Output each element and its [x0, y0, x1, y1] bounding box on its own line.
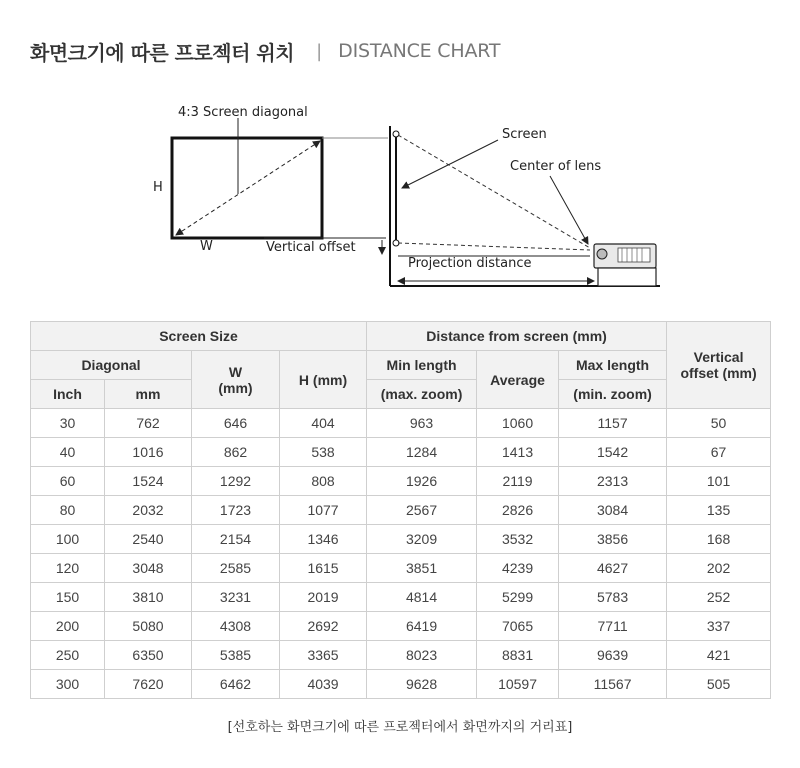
screen-label-pointer	[402, 140, 498, 188]
table-cell: 30	[31, 409, 105, 438]
header-vertical-offset: Vertical offset (mm)	[667, 322, 771, 409]
table-cell: 1926	[367, 467, 477, 496]
table-cell: 337	[667, 612, 771, 641]
table-cell: 1077	[280, 496, 367, 525]
table-row	[31, 525, 771, 554]
table-cell: 1060	[477, 409, 559, 438]
page-title-korean: 화면크기에 따른 프로젝터 위치	[30, 40, 295, 65]
table-cell: 252	[667, 583, 771, 612]
table-row	[31, 670, 771, 699]
table-cell: 3209	[367, 525, 477, 554]
table-cell: 4814	[367, 583, 477, 612]
lens-label: Center of lens	[510, 159, 602, 174]
table-caption: [선호하는 화면크기에 따른 프로젝터에서 화면까지의 거리표]	[227, 720, 573, 735]
table-cell: 1016	[105, 438, 192, 467]
table-row	[31, 641, 771, 670]
table-cell: 1723	[192, 496, 280, 525]
header-max-length-sub: (min. zoom)	[559, 380, 667, 409]
screen-label: Screen	[502, 127, 547, 142]
table-cell: 7711	[559, 612, 667, 641]
screen-top-point	[393, 131, 399, 137]
table-cell: 8023	[367, 641, 477, 670]
width-label: W	[200, 239, 213, 254]
table-cell: 10597	[477, 670, 559, 699]
table-cell: 5080	[105, 612, 192, 641]
table-cell: 300	[31, 670, 105, 699]
table-cell: 1284	[367, 438, 477, 467]
lens-label-pointer	[550, 176, 588, 244]
table-cell: 9639	[559, 641, 667, 670]
table-cell: 762	[105, 409, 192, 438]
table-cell: 4039	[280, 670, 367, 699]
table-cell: 2567	[367, 496, 477, 525]
table-cell: 3084	[559, 496, 667, 525]
table-cell: 50	[667, 409, 771, 438]
table-cell: 421	[667, 641, 771, 670]
table-cell: 2826	[477, 496, 559, 525]
header-diagonal: Diagonal	[31, 351, 192, 380]
table-cell: 2585	[192, 554, 280, 583]
table-cell: 3851	[367, 554, 477, 583]
table-cell: 4627	[559, 554, 667, 583]
table-cell: 963	[367, 409, 477, 438]
header-w: W (mm)	[192, 351, 280, 409]
table-cell: 5385	[192, 641, 280, 670]
table-cell: 3856	[559, 525, 667, 554]
diagonal-arrow	[176, 141, 320, 235]
table-cell: 1615	[280, 554, 367, 583]
table-cell: 202	[667, 554, 771, 583]
header-min-length: Min length	[367, 351, 477, 380]
table-cell: 3810	[105, 583, 192, 612]
table-cell: 2540	[105, 525, 192, 554]
table-cell: 1542	[559, 438, 667, 467]
title-separator: |	[316, 40, 323, 62]
distance-chart-table	[30, 321, 771, 699]
table-cell: 862	[192, 438, 280, 467]
table-cell: 3532	[477, 525, 559, 554]
projection-diagram	[150, 98, 670, 298]
table-cell: 1346	[280, 525, 367, 554]
table-cell: 808	[280, 467, 367, 496]
table-cell: 646	[192, 409, 280, 438]
distance-label: Projection distance	[408, 256, 532, 271]
table-cell: 2692	[280, 612, 367, 641]
table-cell: 3365	[280, 641, 367, 670]
projector-icon	[594, 244, 656, 286]
table-row	[31, 612, 771, 641]
table-cell: 1413	[477, 438, 559, 467]
table-cell: 6350	[105, 641, 192, 670]
table-row	[31, 583, 771, 612]
header-mm: mm	[105, 380, 192, 409]
table-cell: 40	[31, 438, 105, 467]
diagonal-label: 4:3 Screen diagonal	[178, 105, 308, 120]
table-cell: 5299	[477, 583, 559, 612]
table-cell: 8831	[477, 641, 559, 670]
table-row	[31, 438, 771, 467]
table-cell: 168	[667, 525, 771, 554]
table-row	[31, 467, 771, 496]
header-max-length: Max length	[559, 351, 667, 380]
table-cell: 6419	[367, 612, 477, 641]
header-min-length-sub: (max. zoom)	[367, 380, 477, 409]
page-title-english: DISTANCE CHART	[338, 40, 501, 62]
table-row	[31, 554, 771, 583]
height-label: H	[153, 180, 163, 195]
table-cell: 7620	[105, 670, 192, 699]
table-cell: 1524	[105, 467, 192, 496]
table-cell: 250	[31, 641, 105, 670]
table-cell: 2019	[280, 583, 367, 612]
table-row	[31, 496, 771, 525]
table-cell: 2032	[105, 496, 192, 525]
table-cell: 120	[31, 554, 105, 583]
table-cell: 6462	[192, 670, 280, 699]
table-cell: 200	[31, 612, 105, 641]
table-cell: 60	[31, 467, 105, 496]
table-cell: 1157	[559, 409, 667, 438]
table-cell: 404	[280, 409, 367, 438]
table-cell: 135	[667, 496, 771, 525]
table-cell: 101	[667, 467, 771, 496]
table-cell: 100	[31, 525, 105, 554]
header-h: H (mm)	[280, 351, 367, 409]
table-cell: 80	[31, 496, 105, 525]
table-row	[31, 409, 771, 438]
header-average: Average	[477, 351, 559, 409]
projection-ray-bottom	[398, 243, 590, 250]
table-cell: 9628	[367, 670, 477, 699]
table-cell: 5783	[559, 583, 667, 612]
table-cell: 505	[667, 670, 771, 699]
header-distance: Distance from screen (mm)	[367, 322, 667, 351]
header-inch: Inch	[31, 380, 105, 409]
table-cell: 11567	[559, 670, 667, 699]
table-cell: 2313	[559, 467, 667, 496]
table-cell: 4308	[192, 612, 280, 641]
page-title	[30, 36, 500, 66]
vertical-offset-label: Vertical offset	[266, 240, 356, 255]
table-cell: 2119	[477, 467, 559, 496]
projection-ray-top	[398, 135, 590, 248]
table-cell: 2154	[192, 525, 280, 554]
table-cell: 3048	[105, 554, 192, 583]
header-screen-size: Screen Size	[31, 322, 367, 351]
table-cell: 67	[667, 438, 771, 467]
table-cell: 4239	[477, 554, 559, 583]
table-cell: 3231	[192, 583, 280, 612]
table-cell: 150	[31, 583, 105, 612]
table-cell: 7065	[477, 612, 559, 641]
table-cell: 538	[280, 438, 367, 467]
table-cell: 1292	[192, 467, 280, 496]
